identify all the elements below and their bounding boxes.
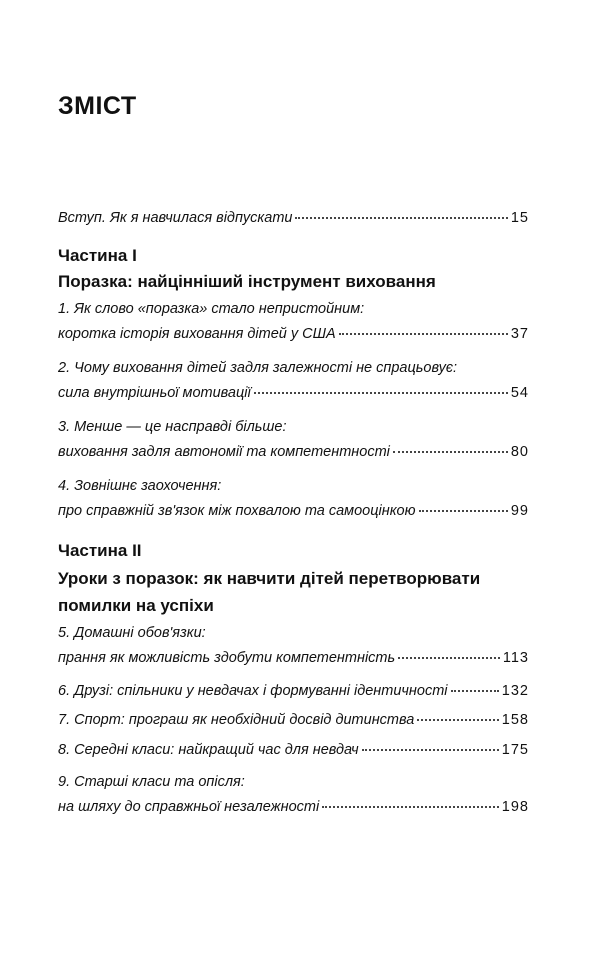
- page-number: 198: [501, 799, 529, 815]
- chapter-9-title: 9. Старші класи та опісля:: [58, 774, 245, 790]
- chapter-2-title: 2. Чому виховання дітей задля залежності не спрацьовує:: [58, 360, 458, 376]
- dot-leader: [295, 215, 507, 219]
- dot-leader: [417, 717, 498, 721]
- page-number: 158: [501, 712, 529, 728]
- page-title: ЗМІСТ: [58, 92, 137, 120]
- dot-leader: [451, 688, 499, 692]
- entry-text: на шляху до справжньої незалежності: [58, 799, 320, 815]
- toc-entry-chapter-5[interactable]: [58, 648, 529, 668]
- entry-text: 7. Спорт: програш як необхідний досвід дитинства: [58, 712, 415, 728]
- part-title: Уроки з поразок: як навчити дітей перетворювати: [58, 569, 481, 588]
- page-number: 175: [501, 742, 529, 758]
- page-number: 15: [510, 210, 529, 226]
- toc-entry-chapter-4[interactable]: [58, 501, 529, 521]
- page-number: 113: [502, 650, 529, 666]
- chapter-5-title: 5. Домашні обов'язки:: [58, 625, 206, 641]
- dot-leader: [398, 655, 500, 659]
- toc-entry-chapter-9[interactable]: [58, 797, 529, 817]
- part-title-cont: помилки на успіхи: [58, 596, 214, 615]
- dot-leader: [322, 804, 499, 808]
- toc-entry-chapter-1[interactable]: [58, 324, 529, 344]
- toc-entry-chapter-3[interactable]: [58, 442, 529, 462]
- dot-leader: [419, 508, 508, 512]
- dot-leader: [339, 331, 508, 335]
- chapter-1-title: 1. Як слово «поразка» стало непристойним:: [58, 301, 365, 317]
- page-number: 99: [510, 503, 529, 519]
- page-number: 54: [510, 385, 529, 401]
- entry-text: про справжній зв'язок між похвалою та самооцінкою: [58, 503, 416, 519]
- page-number: 37: [510, 326, 529, 342]
- toc-entry-intro[interactable]: [58, 208, 529, 228]
- page-number: 80: [510, 444, 529, 460]
- entry-text: прання як можливість здобути компетентність: [58, 650, 396, 666]
- entry-text: 8. Середні класи: найкращий час для невдач: [58, 742, 359, 758]
- dot-leader: [393, 449, 508, 453]
- part-label: Частина II: [58, 541, 142, 560]
- entry-text: сила внутрішньої мотивації: [58, 385, 251, 401]
- toc-entry-chapter-2[interactable]: [58, 383, 529, 403]
- chapter-4-title: 4. Зовнішнє заохочення:: [58, 478, 222, 494]
- dot-leader: [254, 390, 508, 394]
- page-number: 132: [501, 683, 529, 699]
- entry-text: 6. Друзі: спільники у невдачах і формуванні ідентичності: [58, 683, 448, 699]
- entry-text: коротка історія виховання дітей у США: [58, 326, 336, 342]
- part-label: Частина I: [58, 246, 137, 265]
- toc-entry-chapter-8[interactable]: [58, 740, 529, 760]
- part-title: Поразка: найцінніший інструмент виховання: [58, 272, 436, 291]
- entry-text: виховання задля автономії та компетентності: [58, 444, 390, 460]
- entry-text: Вступ. Як я навчилася відпускати: [58, 210, 293, 226]
- chapter-3-title: 3. Менше — це насправді більше:: [58, 419, 287, 435]
- dot-leader: [362, 747, 499, 751]
- toc-entry-chapter-7[interactable]: [58, 710, 529, 730]
- toc-entry-chapter-6[interactable]: [58, 681, 529, 701]
